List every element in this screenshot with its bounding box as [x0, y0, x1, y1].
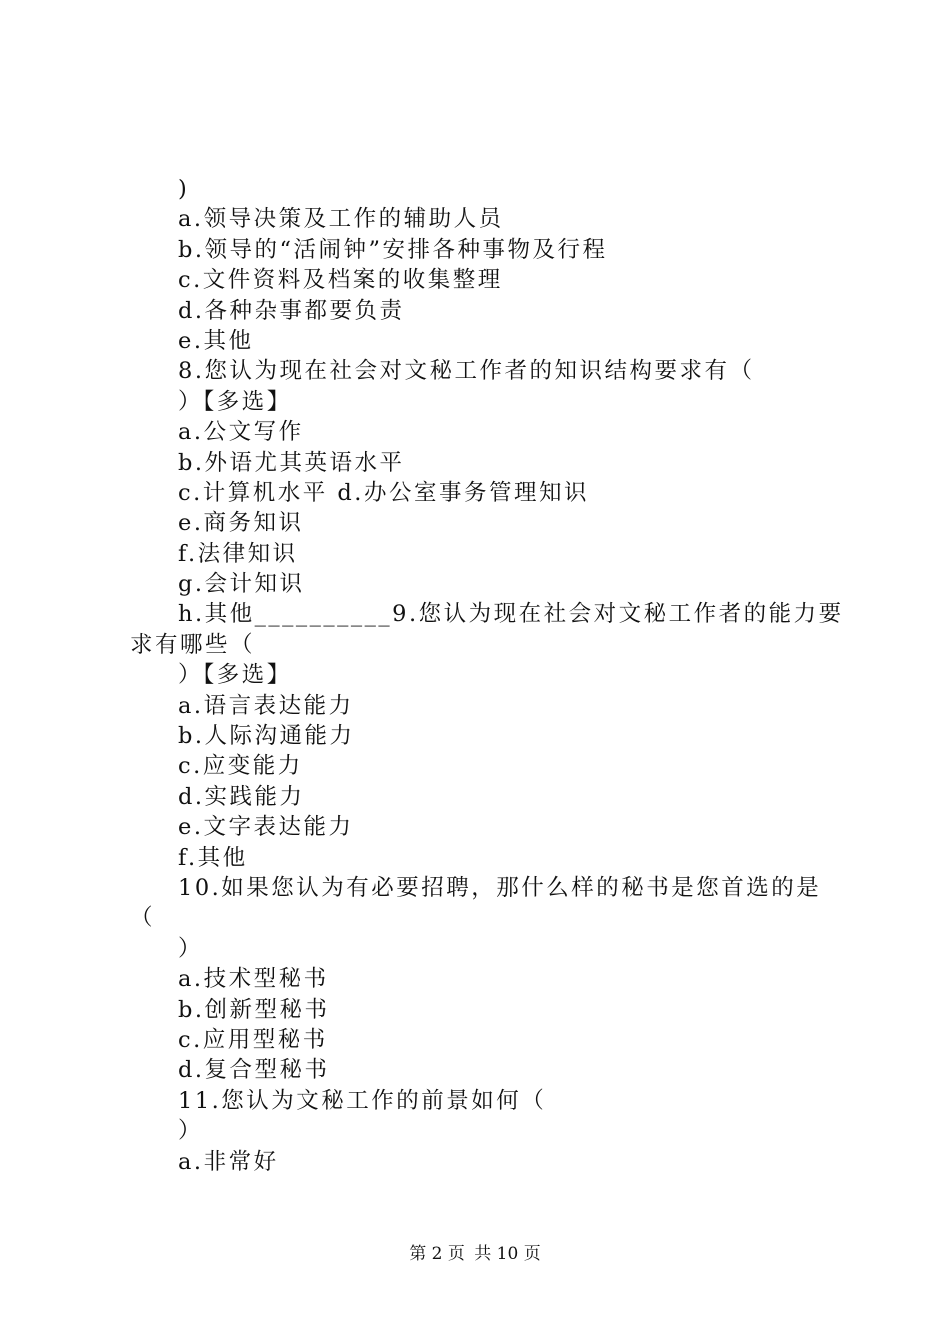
- question-11: 11.您认为文秘工作的前景如何（: [178, 1087, 547, 1114]
- option-line: f.法律知识: [178, 540, 298, 567]
- option-line: c.应用型秘书: [178, 1026, 328, 1053]
- text-line: ）: [178, 1118, 204, 1145]
- option-line: a.技术型秘书: [178, 966, 329, 993]
- text-line: ）【多选】: [178, 388, 292, 415]
- option-line: b.人际沟通能力: [178, 723, 355, 750]
- option-line: d.复合型秘书: [178, 1057, 330, 1084]
- option-line: c.应变能力: [178, 753, 303, 780]
- page-footer: [0, 1242, 950, 1266]
- question-9-continuation: 求有哪些（: [130, 631, 256, 658]
- option-line: e.商务知识: [178, 510, 304, 537]
- option-line: g.会计知识: [178, 571, 305, 598]
- option-line: f.其他: [178, 844, 248, 871]
- option-line: e.其他: [178, 327, 254, 354]
- question-8: 8.您认为现在社会对文秘工作者的知识结构要求有（: [178, 358, 755, 385]
- option-line: d.各种杂事都要负责: [178, 297, 405, 324]
- question-9: h.其他__________9.您认为现在社会对文秘工作者的能力要: [178, 601, 844, 628]
- option-line: a.领导决策及工作的辅助人员: [178, 206, 504, 233]
- option-line: e.文字表达能力: [178, 814, 354, 841]
- option-line: b.创新型秘书: [178, 996, 330, 1023]
- page-total: 共 10 页: [474, 1244, 541, 1264]
- question-10-continuation: （: [130, 905, 156, 932]
- text-line: ）: [178, 935, 204, 962]
- option-line: b.外语尤其英语水平: [178, 449, 405, 476]
- text-line: ）【多选】: [178, 662, 292, 689]
- option-line: b.领导的“活闹钟”安排各种事物及行程: [178, 236, 608, 263]
- document-body: [130, 174, 844, 1177]
- option-line: a.非常好: [178, 1148, 279, 1175]
- option-line: a.公文写作: [178, 419, 304, 446]
- page-number: 第 2 页: [409, 1244, 465, 1264]
- question-10: 10.如果您认为有必要招聘，那什么样的秘书是您首选的是: [178, 874, 822, 901]
- option-line: c.文件资料及档案的收集整理: [178, 267, 503, 294]
- option-line: a.语言表达能力: [178, 692, 354, 719]
- option-line: c.计算机水平 d.办公室事务管理知识: [178, 479, 589, 506]
- option-line: d.实践能力: [178, 783, 305, 810]
- text-line: ): [178, 176, 190, 202]
